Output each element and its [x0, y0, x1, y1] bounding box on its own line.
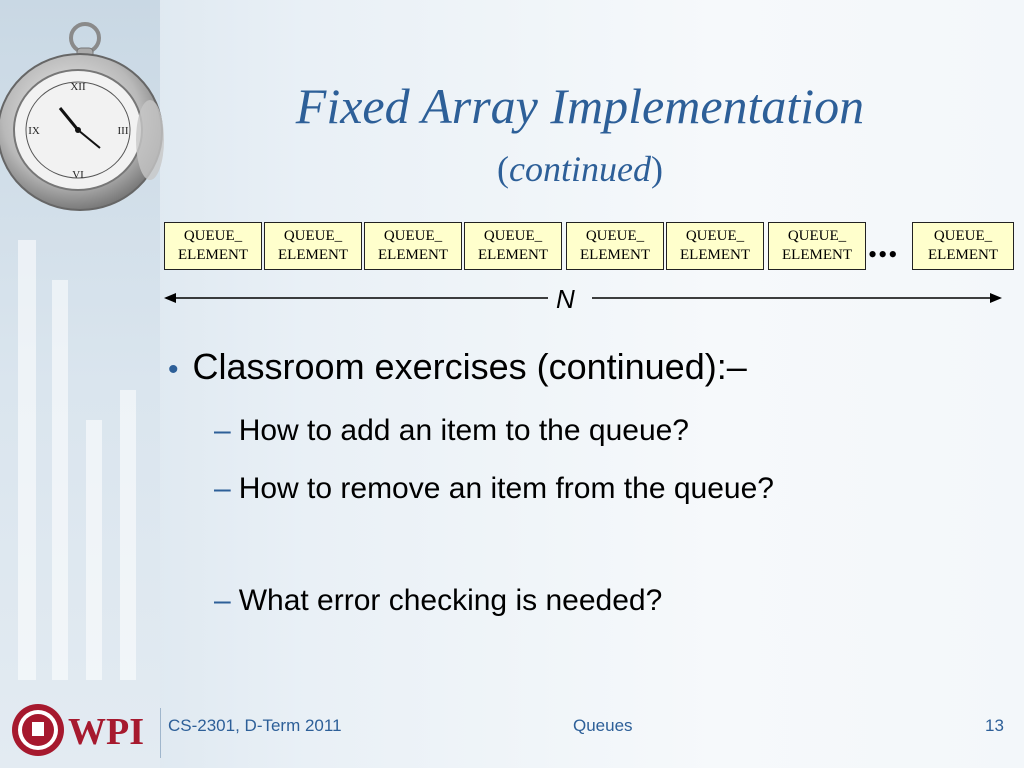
wpi-logo	[10, 700, 160, 760]
sub-bullet	[214, 584, 662, 618]
subtitle-text: continued	[509, 149, 651, 189]
array-cell: QUEUE_ ELEMENT	[264, 222, 362, 270]
main-bullet	[168, 346, 747, 388]
size-label: N	[556, 284, 575, 314]
pocket-watch-image	[0, 20, 170, 220]
svg-text:IX: IX	[28, 125, 40, 137]
subtitle-open-paren: (	[497, 149, 510, 189]
array-cell: QUEUE_ ELEMENT	[768, 222, 866, 270]
svg-text:VI: VI	[72, 169, 84, 181]
slide-subtitle	[170, 148, 990, 190]
footer-topic: Queues	[573, 716, 633, 735]
decorative-bar	[18, 240, 36, 680]
ellipsis-dots: •••	[868, 240, 899, 269]
decorative-bar	[52, 280, 68, 680]
sub-bullet-text: What error checking is needed?	[238, 584, 663, 617]
subtitle-close-paren: )	[650, 149, 663, 189]
decorative-bar	[120, 390, 136, 680]
dash-marker: –	[214, 414, 231, 447]
sub-bullet	[214, 414, 689, 448]
footer-divider	[160, 708, 161, 758]
svg-text:III: III	[117, 125, 129, 137]
sub-bullet-text: How to add an item to the queue?	[238, 414, 689, 447]
array-cell: QUEUE_ ELEMENT	[464, 222, 562, 270]
array-cell: QUEUE_ ELEMENT	[164, 222, 262, 270]
svg-text:XII: XII	[70, 81, 86, 93]
main-bullet-text: Classroom exercises (continued):–	[192, 346, 747, 387]
slide-title: Fixed Array Implementation	[295, 78, 865, 134]
dash-marker: –	[214, 472, 231, 505]
array-cell: QUEUE_ ELEMENT	[566, 222, 664, 270]
sub-bullet-text: How to remove an item from the queue?	[238, 472, 774, 505]
footer-page-number: 13	[985, 716, 1004, 735]
size-arrow	[160, 284, 1020, 312]
footer-course: CS-2301, D-Term 2011	[168, 716, 342, 735]
bullet-marker: •	[168, 353, 179, 386]
array-cell-last: QUEUE_ ELEMENT	[912, 222, 1014, 270]
array-cell: QUEUE_ ELEMENT	[364, 222, 462, 270]
svg-text:WPI: WPI	[68, 711, 144, 753]
sub-bullet	[214, 472, 774, 506]
array-cell: QUEUE_ ELEMENT	[666, 222, 764, 270]
decorative-bar	[86, 420, 102, 680]
dash-marker: –	[214, 584, 231, 617]
